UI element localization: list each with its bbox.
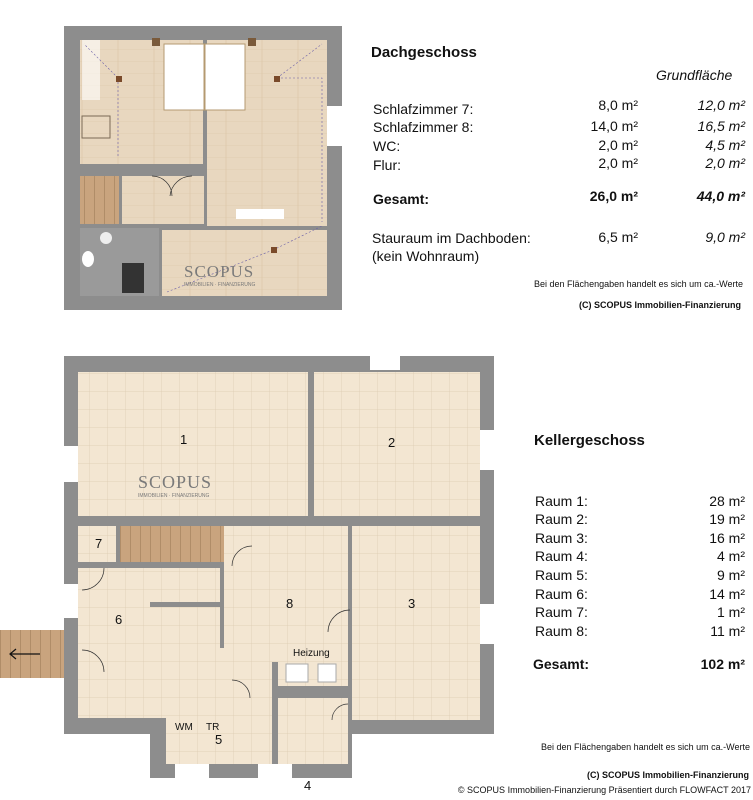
tr-label: TR	[206, 722, 220, 733]
dg-total-label: Gesamt:	[373, 191, 430, 207]
roof-marker-3	[271, 247, 277, 253]
window-e1	[480, 430, 494, 470]
kg-row-value-6: 1 m²	[717, 604, 745, 620]
kg-copyright: (C) SCOPUS Immobilien-Finanzierung	[586, 770, 749, 780]
dg-total-value: 26,0 m²	[589, 188, 638, 204]
dg-row-grund-3: 2,0 m²	[705, 155, 745, 171]
logo-text: SCOPUS	[184, 262, 255, 281]
room-label-2: 2	[388, 435, 396, 450]
dg-storage-grund: 9,0 m²	[705, 229, 745, 245]
dg-copyright: (C) SCOPUS Immobilien-Finanzierung	[578, 300, 741, 310]
window-sill	[236, 209, 284, 219]
kg-row-value-3: 4 m²	[717, 548, 745, 564]
room-label-4: 4	[304, 778, 312, 793]
roof-marker-2	[274, 76, 280, 82]
shower-tray	[122, 263, 144, 293]
dg-storage-value: 6,5 m²	[598, 229, 638, 245]
dg-row-grund-1: 16,5 m²	[697, 118, 745, 134]
kg-row-label-0: Raum 1:	[535, 493, 588, 509]
dg-row-grund-0: 12,0 m²	[697, 97, 745, 113]
skylight-left	[82, 40, 100, 100]
grundflaeche-header: Grundfläche	[656, 67, 733, 83]
kg-row-label-4: Raum 5:	[535, 567, 588, 583]
dg-row-label-3: Flur:	[373, 157, 401, 173]
kg-row-value-2: 16 m²	[709, 530, 745, 546]
dg-row-label-2: WC:	[373, 138, 401, 154]
dg-storage-label-1: Stauraum im Dachboden:	[372, 230, 531, 246]
dg-storage-label-2: (kein Wohnraum)	[372, 248, 480, 264]
window-s3	[258, 764, 292, 778]
kg-row-value-5: 14 m²	[709, 586, 745, 602]
kg-row-label-3: Raum 4:	[535, 548, 588, 564]
window-n	[370, 356, 400, 370]
room-3	[352, 526, 480, 720]
kg-total-value: 102 m²	[700, 656, 745, 672]
room-label-7: 7	[95, 536, 103, 551]
logo-subtext: IMMOBILIEN · FINANZIERUNG	[184, 282, 256, 288]
kellergeschoss-floorplan	[0, 356, 500, 780]
kg-row-value-0: 28 m²	[709, 493, 745, 509]
window-s1	[408, 734, 438, 746]
logo-text-bottom: SCOPUS	[138, 472, 213, 492]
heizung-label: Heizung	[293, 648, 330, 659]
dg-row-label-1: Schlafzimmer 8:	[373, 119, 474, 135]
partition-6	[150, 602, 222, 607]
kg-note: Bei den Flächengaben handelt es sich um ca.-Werte	[541, 742, 750, 752]
room-label-6: 6	[115, 612, 123, 627]
bed-left	[164, 44, 204, 110]
room-2	[314, 372, 480, 516]
room-label-8: 8	[286, 596, 294, 611]
kg-row-label-2: Raum 3:	[535, 530, 588, 546]
basement-stairs	[120, 526, 232, 562]
wm-label: WM	[175, 722, 193, 733]
dg-row-value-0: 8,0 m²	[598, 97, 638, 113]
dg-row-label-0: Schlafzimmer 7:	[373, 101, 474, 117]
dg-row-value-1: 14,0 m²	[590, 118, 638, 134]
heater-2	[318, 664, 336, 682]
room-label-1: 1	[180, 432, 188, 447]
dg-row-grund-2: 4,5 m²	[705, 137, 745, 153]
room-flur	[122, 176, 204, 224]
dg-note: Bei den Flächengaben handelt es sich um ca.-Werte	[534, 279, 743, 289]
window-w1	[64, 446, 78, 482]
room-label-5: 5	[215, 732, 223, 747]
bed-right	[205, 44, 245, 110]
heater-1	[286, 664, 308, 682]
footer-copyright: © SCOPUS Immobilien-Finanzierung Präsentiert durch FLOWFACT 2017	[457, 785, 751, 795]
kellergeschoss-title: Kellergeschoss	[534, 432, 645, 449]
room-label-3: 3	[408, 596, 416, 611]
dg-total-grund: 44,0 m²	[696, 188, 745, 204]
kg-row-label-7: Raum 8:	[535, 623, 588, 639]
window-s2	[175, 764, 209, 778]
dachgeschoss-title: Dachgeschoss	[371, 44, 477, 61]
logo-subtext-bottom: IMMOBILIEN · FINANZIERUNG	[138, 493, 210, 499]
nightstand-left	[152, 38, 160, 46]
scopus-logo-bottom	[138, 472, 212, 499]
window-w2	[64, 584, 78, 618]
nightstand-right	[248, 38, 256, 46]
kg-row-label-5: Raum 6:	[535, 586, 588, 602]
dg-row-value-3: 2,0 m²	[598, 155, 638, 171]
sink	[100, 232, 112, 244]
kg-row-value-4: 9 m²	[717, 567, 745, 583]
dg-row-value-2: 2,0 m²	[598, 137, 638, 153]
kg-row-value-1: 19 m²	[709, 511, 745, 527]
kg-row-label-1: Raum 2:	[535, 511, 588, 527]
roof-marker-1	[116, 76, 122, 82]
window-e2	[480, 604, 494, 644]
kg-row-label-6: Raum 7:	[535, 604, 588, 620]
stairs	[80, 176, 119, 224]
toilet	[82, 251, 94, 267]
scopus-logo-top	[184, 262, 255, 288]
kg-row-value-7: 11 m²	[710, 623, 745, 639]
window-right	[327, 106, 342, 146]
kg-total-label: Gesamt:	[533, 656, 590, 672]
partition-5-4	[272, 662, 278, 746]
